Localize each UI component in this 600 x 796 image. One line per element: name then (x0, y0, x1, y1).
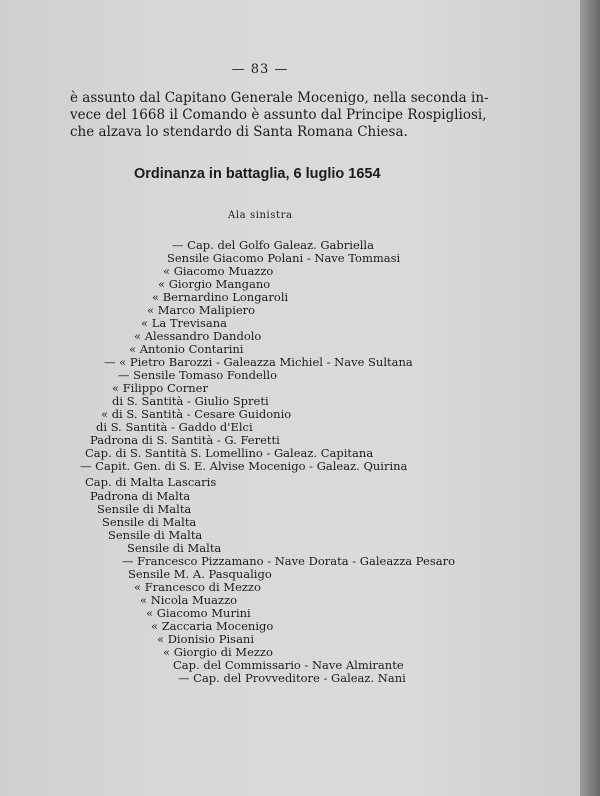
intro-line: vece del 1668 il Comando è assunto dal Principe Rospigliosi, (70, 107, 487, 123)
fleet-entry: « Giorgio Mangano (158, 277, 271, 291)
fleet-entry: « Bernardino Longaroli (152, 290, 289, 304)
fleet-entry: — Cap. del Golfo Galeaz. Gabriella (172, 238, 374, 252)
fleet-entry: di S. Santità - Gaddo d'Elci (96, 420, 253, 434)
fleet-entry: Sensile di Malta (127, 541, 222, 555)
fleet-entry: Cap. del Commissario - Nave Almirante (173, 658, 404, 672)
intro-line: è assunto dal Capitano Generale Mocenigo, nella seconda in- (70, 90, 489, 106)
fleet-entry: « Giorgio di Mezzo (163, 645, 273, 659)
fleet-entry: Cap. di S. Santità S. Lomellino - Galeaz. Capitana (85, 446, 374, 460)
fleet-entry: « Filippo Corner (112, 381, 208, 395)
page-edge-shadow (580, 0, 600, 796)
fleet-entry: « Antonio Contarini (129, 342, 244, 356)
fleet-entry: Sensile di Malta (108, 528, 203, 542)
section-subheading: Ala sinistra (228, 210, 293, 221)
fleet-entry: « di S. Santità - Cesare Guidonio (101, 407, 292, 421)
fleet-entry: « Nicola Muazzo (140, 593, 238, 607)
fleet-entry: — Cap. del Provveditore - Galeaz. Nani (178, 671, 406, 685)
fleet-entry: Sensile di Malta (102, 515, 197, 529)
fleet-entry: Sensile M. A. Pasqualigo (128, 567, 272, 581)
fleet-entry: « Alessandro Dandolo (134, 329, 262, 343)
fleet-entry: di S. Santità - Giulio Spreti (112, 394, 269, 408)
fleet-entry: Sensile Giacomo Polani - Nave Tommasi (167, 251, 401, 265)
fleet-entry: Sensile di Malta (97, 502, 192, 516)
fleet-entry: « Francesco di Mezzo (134, 580, 261, 594)
intro-paragraph (70, 90, 489, 141)
fleet-entry: — « Pietro Barozzi - Galeazza Michiel - Nave Sultana (104, 355, 413, 369)
fleet-entry: « Giacomo Muazzo (163, 264, 274, 278)
fleet-entry: « Zaccaria Mocenigo (151, 619, 274, 633)
fleet-entry: Cap. di Malta Lascaris (85, 475, 217, 489)
fleet-entry: « Giacomo Murini (146, 606, 251, 620)
fleet-entry: « Marco Malipiero (147, 303, 256, 317)
fleet-entry: Padrona di Malta (90, 489, 191, 503)
fleet-entry: — Francesco Pizzamano - Nave Dorata - Galeazza Pesaro (122, 554, 456, 568)
intro-line: che alzava lo stendardo di Santa Romana Chiesa. (70, 124, 408, 140)
fleet-entry: — Sensile Tomaso Fondello (118, 368, 278, 382)
page-number: — 83 — (231, 62, 289, 77)
fleet-entry: Padrona di S. Santità - G. Feretti (90, 433, 280, 447)
section-heading: Ordinanza in battaglia, 6 luglio 1654 (134, 166, 381, 182)
fleet-entry: — Capit. Gen. di S. E. Alvise Mocenigo - Galeaz. Quirina (80, 459, 408, 473)
fleet-entry: « La Trevisana (141, 316, 228, 330)
fleet-entry: « Dionisio Pisani (157, 632, 255, 646)
